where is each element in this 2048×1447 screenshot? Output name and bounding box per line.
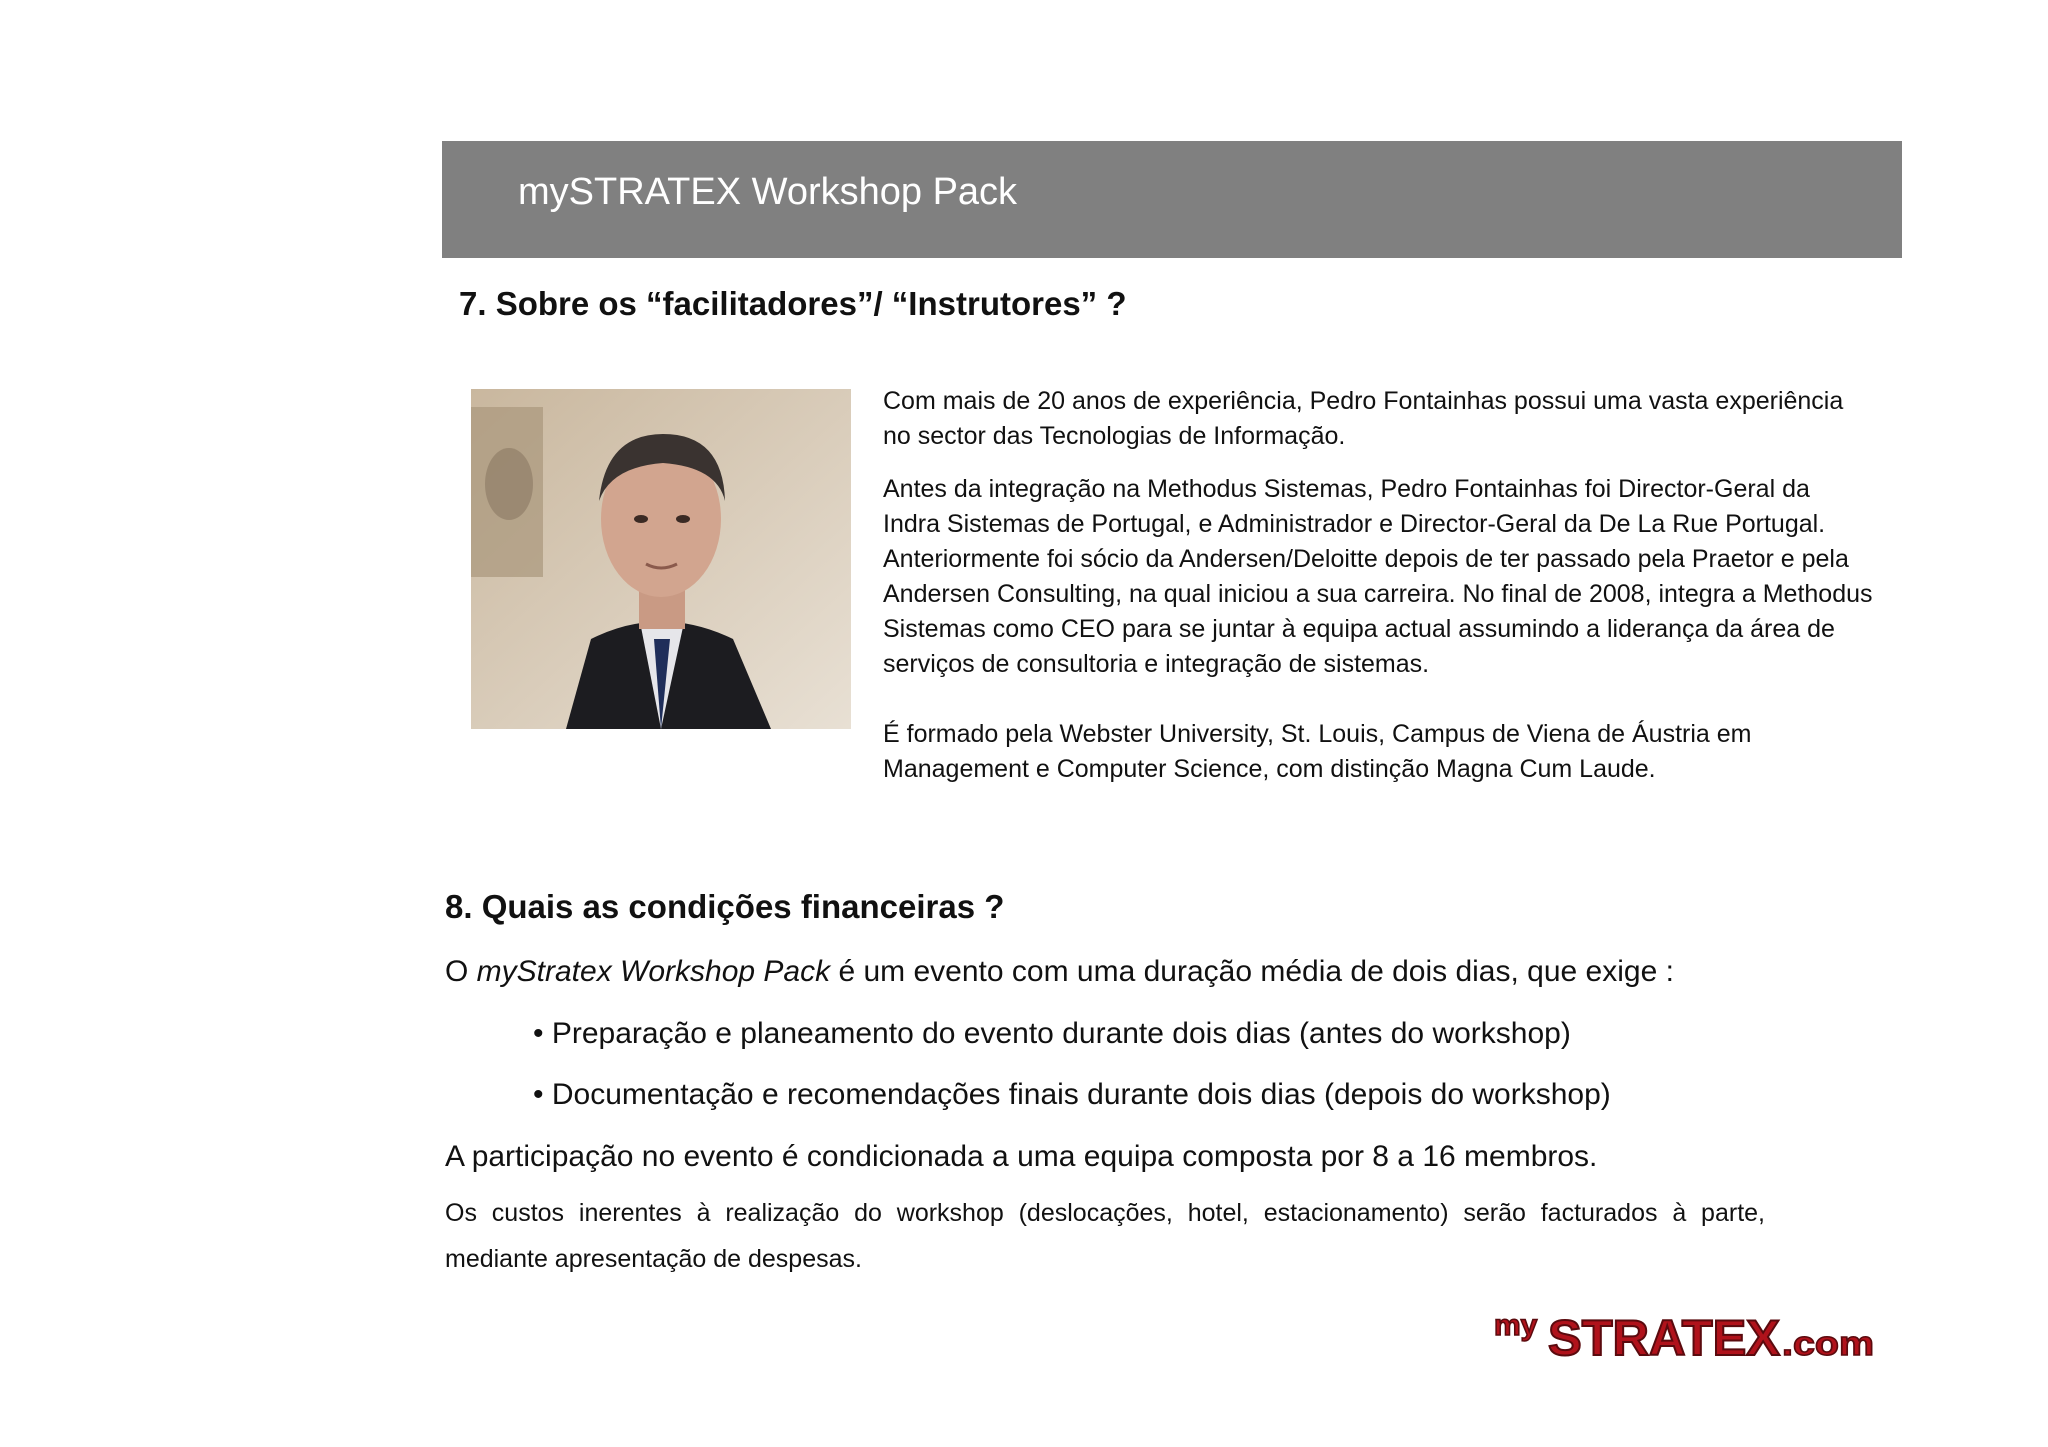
mystratex-logo [1490,1305,1890,1365]
costs-text: Os custos inerentes à realização do workshop (deslocações, hotel, estacionamento) serão facturados à parte, mediante apresentação de despesas. [445,1199,1765,1273]
list-item: • Documentação e recomendações finais durante dois dias (depois do workshop) [533,1078,1611,1111]
section-8-intro [445,955,1674,989]
header-bar [442,141,1902,258]
logo-main: STRATEX [1548,1310,1780,1365]
page-title: mySTRATEX Workshop Pack [518,171,1018,213]
intro-prefix: O [445,955,477,988]
logo-suffix: .com [1782,1325,1874,1363]
bio-paragraph: Com mais de 20 anos de experiência, Pedro Fontainhas possui uma vasta experiência no sector das Tecnologias de Informação. [883,387,1844,450]
intro-product-name: myStratex Workshop Pack [476,955,831,988]
participation-text: A participação no evento é condicionada a uma equipa composta por 8 a 16 membros. [445,1140,1598,1173]
bio-paragraph: É formado pela Webster University, St. Louis, Campus de Viena de Áustria em Management e Computer Science, com distinção Magna Cum Laude. [883,720,1752,783]
intro-suffix: é um evento com uma duração média de dois dias, que exige : [830,955,1674,988]
list-item: • Preparação e planeamento do evento durante dois dias (antes do workshop) [533,1017,1571,1050]
section-7-heading: 7. Sobre os “facilitadores”/ “Instrutores” ? [459,285,1127,322]
person-portrait-icon [471,389,851,729]
section-8-heading: 8. Quais as condições financeiras ? [445,888,1005,925]
mystratex-logo-icon [1490,1305,1890,1365]
facilitator-bio [883,384,1873,787]
facilitator-photo [471,389,851,729]
logo-prefix: my [1494,1309,1538,1342]
bio-paragraph: Antes da integração na Methodus Sistemas, Pedro Fontainhas foi Director-Geral da Indra Sistemas de Portugal, e Administrador e Director-Geral da De La Rue Portugal. [883,475,1826,538]
bio-paragraph: Anteriormente foi sócio da Andersen/Deloitte depois de ter passado pela Praetor e pela Andersen Consulting, na qual iniciou a sua carreira. No final de 2008, integra a Methodus Sistemas como CEO para se juntar à equipa actual assumindo a liderança da área de serviços de consultoria e integração de sistemas. [883,545,1873,678]
